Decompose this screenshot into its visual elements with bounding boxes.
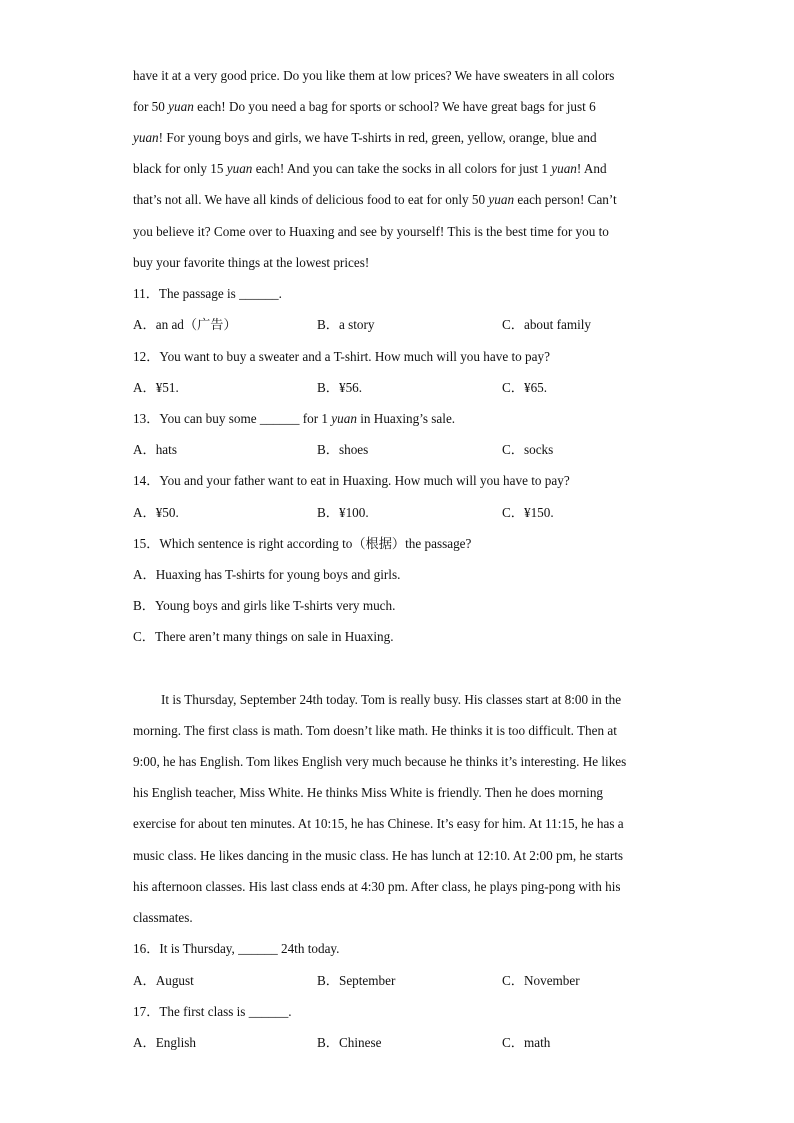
question-13-stem: 13．You can buy some ______ for 1 yuan in Huaxing’s sale. bbox=[133, 411, 456, 426]
question-11-option-c[interactable]: C．about family bbox=[502, 317, 592, 332]
question-15-option-c[interactable]: C．There aren’t many things on sale in Huaxing. bbox=[133, 629, 394, 644]
question-11-option-a[interactable]: A．an ad（广告） bbox=[133, 317, 237, 332]
question-14-option-a[interactable]: A．¥50. bbox=[133, 505, 179, 520]
passage2-line-5: exercise for about ten minutes. At 10:15, he has Chinese. It’s easy for him. At 11:15, he has a bbox=[133, 816, 624, 831]
passage1-line-3: yuan! For young boys and girls, we have T-shirts in red, green, yellow, orange, blue and bbox=[133, 130, 597, 145]
passage2-line-3: 9:00, he has English. Tom likes English very much because he thinks it’s interesting. He likes bbox=[133, 754, 627, 769]
passage2-line-7: his afternoon classes. His last class ends at 4:30 pm. After class, he plays ping-pong with his bbox=[133, 879, 621, 894]
passage2-line-6: music class. He likes dancing in the music class. He has lunch at 12:10. At 2:00 pm, he starts bbox=[133, 848, 624, 863]
passage1-line-6: you believe it? Come over to Huaxing and see by yourself! This is the best time for you to bbox=[133, 224, 609, 239]
passage1-line-7: buy your favorite things at the lowest prices! bbox=[133, 255, 370, 270]
question-11-option-b[interactable]: B．a story bbox=[317, 317, 375, 332]
question-16-option-b[interactable]: B．September bbox=[317, 973, 396, 988]
passage2-line-1: It is Thursday, September 24th today. Tom is really busy. His classes start at 8:00 in the bbox=[161, 692, 622, 707]
question-17-stem: 17．The first class is ______. bbox=[133, 1004, 292, 1019]
question-12-option-c[interactable]: C．¥65. bbox=[502, 380, 548, 395]
question-16-option-a[interactable]: A．August bbox=[133, 973, 194, 988]
question-16-stem: 16．It is Thursday, ______ 24th today. bbox=[133, 941, 340, 956]
question-15-option-a[interactable]: A．Huaxing has T-shirts for young boys and girls. bbox=[133, 567, 401, 582]
question-11-stem: 11．The passage is ______. bbox=[133, 286, 282, 301]
passage2-line-2: morning. The first class is math. Tom doesn’t like math. He thinks it is too difficult. Then at bbox=[133, 723, 617, 738]
question-13-option-a[interactable]: A．hats bbox=[133, 442, 177, 457]
question-13-option-c[interactable]: C．socks bbox=[502, 442, 554, 457]
passage1-line-1: have it at a very good price. Do you like them at low prices? We have sweaters in all colors bbox=[133, 68, 615, 83]
question-14-option-b[interactable]: B．¥100. bbox=[317, 505, 369, 520]
question-14-stem: 14．You and your father want to eat in Huaxing. How much will you have to pay? bbox=[133, 473, 570, 488]
question-15-stem: 15．Which sentence is right according to（根据）the passage? bbox=[133, 536, 472, 551]
passage2-line-8: classmates. bbox=[133, 910, 193, 925]
passage2-line-4: his English teacher, Miss White. He thinks Miss White is friendly. Then he does morning bbox=[133, 785, 604, 800]
passage1-line-4: black for only 15 yuan each! And you can take the socks in all colors for just 1 yuan! And bbox=[133, 161, 607, 176]
question-15-option-b[interactable]: B．Young boys and girls like T-shirts very much. bbox=[133, 598, 396, 613]
question-12-option-a[interactable]: A．¥51. bbox=[133, 380, 179, 395]
question-17-option-a[interactable]: A．English bbox=[133, 1035, 197, 1050]
passage1-line-2: for 50 yuan each! Do you need a bag for sports or school? We have great bags for just 6 bbox=[133, 99, 596, 114]
question-14-option-c[interactable]: C．¥150. bbox=[502, 505, 554, 520]
question-16-option-c[interactable]: C．November bbox=[502, 973, 580, 988]
question-13-option-b[interactable]: B．shoes bbox=[317, 442, 369, 457]
question-17-option-b[interactable]: B．Chinese bbox=[317, 1035, 382, 1050]
question-12-option-b[interactable]: B．¥56. bbox=[317, 380, 363, 395]
question-17-option-c[interactable]: C．math bbox=[502, 1035, 551, 1050]
passage1-line-5: that’s not all. We have all kinds of delicious food to eat for only 50 yuan each person! Can’t bbox=[133, 192, 617, 207]
question-12-stem: 12．You want to buy a sweater and a T-shirt. How much will you have to pay? bbox=[133, 349, 550, 364]
